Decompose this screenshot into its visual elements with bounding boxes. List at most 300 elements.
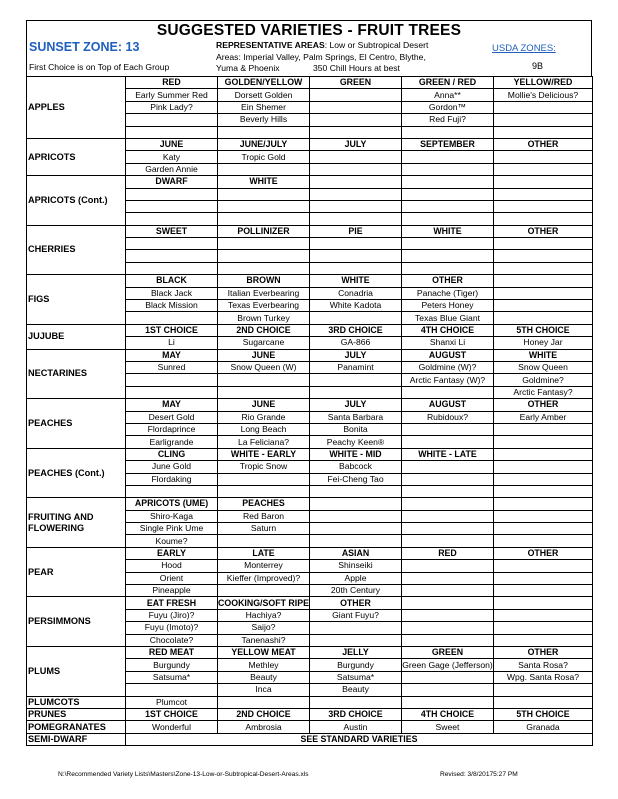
chill-hours: 350 Chill Hours at best: [313, 63, 400, 73]
header-row: [27, 708, 593, 720]
variety-cell: Flordaprince: [126, 423, 218, 435]
header-row: [27, 349, 593, 361]
column-header: JUNE: [218, 399, 310, 411]
column-header: [402, 176, 494, 188]
variety-cell: [310, 213, 402, 225]
variety-cell: Panamint: [310, 361, 402, 373]
variety-cell: [494, 126, 593, 138]
variety-cell: [310, 312, 402, 324]
column-header: WHITE - MID: [310, 448, 402, 460]
variety-cell: [402, 671, 494, 683]
variety-cell: [494, 473, 593, 485]
column-header: OTHER: [402, 275, 494, 287]
variety-cell: Honey Jar: [494, 337, 593, 349]
variety-cell: [126, 238, 218, 250]
variety-cell: Tanenashi?: [218, 634, 310, 646]
column-header: [402, 597, 494, 609]
column-header: MAY: [126, 399, 218, 411]
variety-cell: Texas Blue Giant: [402, 312, 494, 324]
variety-cell: Santa Rosa?: [494, 659, 593, 671]
variety-cell: Beverly Hills: [218, 114, 310, 126]
column-header: BROWN: [218, 275, 310, 287]
column-header: GREEN: [310, 77, 402, 89]
variety-cell: Santa Barbara: [310, 411, 402, 423]
header-row: [27, 77, 593, 89]
variety-cell: Long Beach: [218, 423, 310, 435]
usda-zone-value: 9B: [532, 61, 544, 71]
column-header: YELLOW MEAT: [218, 646, 310, 658]
variety-cell: [310, 163, 402, 175]
variety-cell: [402, 238, 494, 250]
fruit-name: PLUMS: [27, 646, 126, 696]
variety-cell: Peters Honey: [402, 300, 494, 312]
variety-cell: [218, 126, 310, 138]
variety-cell: [310, 510, 402, 522]
fruit-name: APPLES: [27, 77, 126, 139]
header-row: [27, 448, 593, 460]
variety-cell: Saijo?: [218, 622, 310, 634]
footer-revised: Revised: 3/8/20175:27 PM: [440, 771, 518, 778]
variety-cell: Ein Shemer: [218, 101, 310, 113]
column-header: [310, 498, 402, 510]
variety-cell: [126, 250, 218, 262]
rep-text-1: : Low or Subtropical Desert: [324, 40, 429, 50]
column-header: OTHER: [494, 225, 593, 237]
variety-cell: [310, 238, 402, 250]
variety-cell: Panache (Tiger): [402, 287, 494, 299]
variety-cell: [494, 485, 593, 497]
variety-cell: [494, 114, 593, 126]
variety-cell: Hachiya?: [218, 609, 310, 621]
variety-cell: [402, 188, 494, 200]
column-header: RED MEAT: [126, 646, 218, 658]
variety-cell: Conadria: [310, 287, 402, 299]
variety-cell: Pink Lady?: [126, 101, 218, 113]
variety-cell: [402, 436, 494, 448]
variety-cell: La Feliciana?: [218, 436, 310, 448]
fruit-name: PERSIMMONS: [27, 597, 126, 647]
variety-cell: [402, 535, 494, 547]
header-row: [27, 138, 593, 150]
variety-cell: [310, 374, 402, 386]
variety-cell: Earligrande: [126, 436, 218, 448]
variety-cell: Fuyu (Jiro)?: [126, 609, 218, 621]
column-header: SWEET: [126, 225, 218, 237]
variety-cell: Giant Fuyu?: [310, 609, 402, 621]
variety-cell: [402, 213, 494, 225]
variety-cell: Sugarcane: [218, 337, 310, 349]
variety-cell: [126, 312, 218, 324]
column-header: [402, 498, 494, 510]
variety-cell: Chocolate?: [126, 634, 218, 646]
variety-cell: [218, 374, 310, 386]
variety-cell: [218, 473, 310, 485]
header-row: [27, 547, 593, 559]
variety-cell: [310, 523, 402, 535]
variety-cell: [494, 523, 593, 535]
header-row: [27, 498, 593, 510]
variety-cell: [402, 151, 494, 163]
column-header: 4TH CHOICE: [402, 324, 494, 336]
variety-cell: [218, 213, 310, 225]
variety-cell: Red Baron: [218, 510, 310, 522]
variety-cell: [402, 572, 494, 584]
fruit-name: PLUMCOTS: [27, 696, 126, 708]
variety-cell: [402, 560, 494, 572]
variety-cell: Satsuma*: [310, 671, 402, 683]
table-row: [27, 733, 593, 745]
footer-path: N:\Recommended Variety Lists\Masters\Zone-13-Low-or-Subtropical-Desert-Areas.xls: [58, 771, 309, 778]
variety-cell: [494, 151, 593, 163]
variety-cell: Beauty: [218, 671, 310, 683]
variety-cell: [310, 89, 402, 101]
fruit-name: FIGS: [27, 275, 126, 325]
variety-cell: Apple: [310, 572, 402, 584]
rep-text-3: Yuma & Phoenix: [216, 63, 280, 73]
variety-cell: Desert Gold: [126, 411, 218, 423]
page-title: SUGGESTED VARIETIES - FRUIT TREES: [156, 22, 462, 39]
column-header: [494, 176, 593, 188]
variety-cell: [310, 114, 402, 126]
variety-cell: [126, 126, 218, 138]
variety-cell: Fei-Cheng Tao: [310, 473, 402, 485]
variety-cell: [494, 535, 593, 547]
variety-cell: [494, 572, 593, 584]
variety-cell: Snow Queen: [494, 361, 593, 373]
column-header: 5TH CHOICE: [494, 708, 593, 720]
column-header: GREEN / RED: [402, 77, 494, 89]
header-row: [27, 275, 593, 287]
variety-cell: Mollie's Delicious?: [494, 89, 593, 101]
variety-cell: Wonderful: [126, 721, 218, 733]
variety-cell: [494, 461, 593, 473]
column-header: GREEN: [402, 646, 494, 658]
column-header: DWARF: [126, 176, 218, 188]
column-header: WHITE: [494, 349, 593, 361]
variety-cell: Black Mission: [126, 300, 218, 312]
variety-cell: [126, 684, 218, 696]
variety-cell: Arctic Fantasy?: [494, 386, 593, 398]
variety-cell: Kieffer (Improved)?: [218, 572, 310, 584]
column-header: PEACHES: [218, 498, 310, 510]
variety-cell: Ambrosia: [218, 721, 310, 733]
variety-cell: [310, 126, 402, 138]
fruit-name: CHERRIES: [27, 225, 126, 275]
variety-cell: [402, 250, 494, 262]
variety-cell: [218, 188, 310, 200]
variety-cell: [402, 423, 494, 435]
variety-cell: Italian Everbearing: [218, 287, 310, 299]
variety-cell: [402, 386, 494, 398]
header-row: [27, 399, 593, 411]
variety-cell: [402, 523, 494, 535]
header-row: [27, 176, 593, 188]
variety-cell: [310, 535, 402, 547]
fruit-name: POMEGRANATES: [27, 721, 126, 733]
fruit-name: SEMI-DWARF: [27, 733, 126, 745]
variety-cell: Dorsett Golden: [218, 89, 310, 101]
variety-cell: [310, 485, 402, 497]
variety-cell: [402, 485, 494, 497]
variety-cell: [494, 200, 593, 212]
table-row: [27, 696, 593, 708]
column-header: LATE: [218, 547, 310, 559]
variety-cell: [218, 696, 310, 708]
fruit-name: NECTARINES: [27, 349, 126, 399]
variety-cell: [126, 485, 218, 497]
variety-cell: [310, 262, 402, 274]
variety-cell: [310, 250, 402, 262]
variety-cell: Black Jack: [126, 287, 218, 299]
variety-cell: [402, 473, 494, 485]
variety-cell: [494, 510, 593, 522]
variety-cell: [494, 684, 593, 696]
variety-cell: Fuyu (Imoto)?: [126, 622, 218, 634]
variety-cell: 20th Century: [310, 585, 402, 597]
variety-cell: Saturn: [218, 523, 310, 535]
column-header: SEPTEMBER: [402, 138, 494, 150]
variety-cell: [402, 163, 494, 175]
variety-cell: Goldmine (W)?: [402, 361, 494, 373]
usda-zones-link[interactable]: USDA ZONES:: [492, 43, 556, 54]
variety-cell: Shiro-Kaga: [126, 510, 218, 522]
column-header: [494, 448, 593, 460]
variety-cell: [494, 609, 593, 621]
variety-cell: [494, 312, 593, 324]
variety-cell: Rubidoux?: [402, 411, 494, 423]
variety-cell: Pineapple: [126, 585, 218, 597]
fruit-name: PEACHES: [27, 399, 126, 449]
variety-cell: [402, 262, 494, 274]
variety-cell: Burgundy: [126, 659, 218, 671]
column-header: WHITE - LATE: [402, 448, 494, 460]
column-header: RED: [126, 77, 218, 89]
column-header: OTHER: [494, 547, 593, 559]
variety-cell: [218, 535, 310, 547]
column-header: EAT FRESH: [126, 597, 218, 609]
variety-cell: June Gold: [126, 461, 218, 473]
column-header: POLLINIZER: [218, 225, 310, 237]
variety-cell: Shinseiki: [310, 560, 402, 572]
variety-cell: Burgundy: [310, 659, 402, 671]
rep-text-2: Areas: Imperial Valley, Palm Springs, El Centro, Blythe,: [216, 51, 426, 62]
column-header: 5TH CHOICE: [494, 324, 593, 336]
variety-cell: Single Pink Ume: [126, 523, 218, 535]
variety-cell: [494, 238, 593, 250]
column-header: WHITE: [310, 275, 402, 287]
variety-cell: Wpg. Santa Rosa?: [494, 671, 593, 683]
variety-cell: Garden Annie: [126, 163, 218, 175]
column-header: JELLY: [310, 646, 402, 658]
variety-cell: [402, 622, 494, 634]
variety-cell: Goldmine?: [494, 374, 593, 386]
column-header: JULY: [310, 138, 402, 150]
variety-cell: [126, 262, 218, 274]
variety-cell: [494, 560, 593, 572]
variety-cell: [126, 200, 218, 212]
variety-cell: White Kadota: [310, 300, 402, 312]
header-row: [27, 646, 593, 658]
column-header: 1ST CHOICE: [126, 324, 218, 336]
variety-cell: [494, 300, 593, 312]
variety-cell: [218, 163, 310, 175]
fruit-name: PEACHES (Cont.): [27, 448, 126, 498]
variety-cell: [494, 423, 593, 435]
column-header: WHITE - EARLY: [218, 448, 310, 460]
fruit-name: JUJUBE: [27, 324, 126, 349]
column-header: COOKING/SOFT RIPE: [218, 597, 309, 608]
variety-cell: Green Gage (Jefferson): [402, 659, 493, 670]
variety-cell: [402, 510, 494, 522]
column-header: [494, 498, 593, 510]
variety-cell: [218, 200, 310, 212]
variety-cell: Katy: [126, 151, 218, 163]
variety-cell: [494, 213, 593, 225]
variety-cell: [218, 262, 310, 274]
variety-cell: [126, 213, 218, 225]
variety-cell: [218, 585, 310, 597]
variety-cell: Sweet: [402, 721, 494, 733]
variety-cell: [218, 250, 310, 262]
column-header: WHITE: [402, 225, 494, 237]
variety-cell: Peachy Keen®: [310, 436, 402, 448]
variety-cell: [402, 461, 494, 473]
column-header: WHITE: [218, 176, 310, 188]
column-header: 3RD CHOICE: [310, 324, 402, 336]
variety-cell: Shanxi Li: [402, 337, 494, 349]
variety-cell: [126, 114, 218, 126]
column-header: 4TH CHOICE: [402, 708, 494, 720]
variety-cell: [494, 188, 593, 200]
column-header: OTHER: [494, 138, 593, 150]
column-header: BLACK: [126, 275, 218, 287]
column-header: OTHER: [310, 597, 402, 609]
variety-cell: Texas Everbearing: [218, 300, 310, 312]
table-row: [27, 721, 593, 733]
variety-cell: [402, 696, 494, 708]
variety-cell: [402, 634, 494, 646]
variety-sheet: [26, 20, 592, 746]
column-header: JULY: [310, 399, 402, 411]
variety-cell: Inca: [218, 684, 310, 696]
variety-cell: [402, 684, 494, 696]
variety-cell: Tropic Snow: [218, 461, 310, 473]
variety-cell: Beauty: [310, 684, 402, 696]
variety-cell: [494, 262, 593, 274]
variety-cell: [126, 374, 218, 386]
column-header: JULY: [310, 349, 402, 361]
variety-cell: [218, 238, 310, 250]
variety-cell: Monterrey: [218, 560, 310, 572]
column-header: JUNE: [218, 349, 310, 361]
variety-cell: Hood: [126, 560, 218, 572]
variety-cell: Babcock: [310, 461, 402, 473]
variety-cell: Koume?: [126, 535, 218, 547]
sheet-header: [26, 20, 592, 76]
column-header: OTHER: [494, 399, 593, 411]
variety-cell: Granada: [494, 721, 593, 733]
variety-cell: Rio Grande: [218, 411, 310, 423]
variety-cell: Anna**: [402, 89, 494, 101]
column-header: 1ST CHOICE: [126, 708, 218, 720]
variety-cell: Bonita: [310, 423, 402, 435]
column-header: JUNE: [126, 138, 218, 150]
column-header: OTHER: [494, 646, 593, 658]
column-header: PIE: [310, 225, 402, 237]
fruit-name: APRICOTS: [27, 138, 126, 175]
variety-cell: [494, 436, 593, 448]
variety-cell: Austin: [310, 721, 402, 733]
first-choice-note: First Choice is on Top of Each Group: [29, 62, 170, 72]
column-header: [494, 597, 593, 609]
variety-cell: [402, 585, 494, 597]
variety-cell: [494, 634, 593, 646]
variety-cell: [310, 622, 402, 634]
variety-cell: [310, 386, 402, 398]
column-header: 3RD CHOICE: [310, 708, 402, 720]
variety-cell: [126, 386, 218, 398]
column-header: [310, 176, 402, 188]
variety-cell: [310, 200, 402, 212]
variety-cell: [310, 101, 402, 113]
variety-cell: [310, 634, 402, 646]
variety-cell: [494, 101, 593, 113]
fruit-name: PRUNES: [27, 708, 126, 720]
rep-label: REPRESENTATIVE AREAS: [216, 40, 325, 50]
variety-cell: [494, 250, 593, 262]
variety-cell: [494, 696, 593, 708]
variety-cell: [402, 609, 494, 621]
column-header: 2ND CHOICE: [218, 324, 310, 336]
variety-cell: Red Fuji?: [402, 114, 494, 126]
variety-cell: [494, 163, 593, 175]
see-standard-note: SEE STANDARD VARIETIES: [126, 733, 593, 745]
variety-cell: [310, 151, 402, 163]
variety-cell: Tropic Gold: [218, 151, 310, 163]
column-header: [494, 275, 593, 287]
variety-cell: Early Summer Red: [126, 89, 218, 101]
column-header: JUNE/JULY: [218, 138, 310, 150]
variety-cell: Flordaking: [126, 473, 218, 485]
variety-cell: Gordon™: [402, 101, 494, 113]
column-header: EARLY: [126, 547, 218, 559]
variety-cell: [494, 622, 593, 634]
variety-cell: Plumcot: [126, 696, 218, 708]
column-header: ASIAN: [310, 547, 402, 559]
variety-cell: Methley: [218, 659, 310, 671]
column-header: APRICOTS (UME): [126, 498, 218, 510]
variety-cell: [402, 200, 494, 212]
variety-cell: GA-866: [310, 337, 402, 349]
variety-cell: Orient: [126, 572, 218, 584]
header-row: [27, 225, 593, 237]
variety-cell: [218, 485, 310, 497]
fruit-name: APRICOTS (Cont.): [27, 176, 126, 226]
variety-cell: Snow Queen (W): [218, 361, 310, 373]
header-row: [27, 324, 593, 336]
variety-cell: Arctic Fantasy (W)?: [402, 374, 494, 386]
varieties-table: [26, 76, 593, 746]
variety-cell: Brown Turkey: [218, 312, 310, 324]
column-header: YELLOW/RED: [494, 77, 593, 89]
header-row: [27, 597, 593, 609]
variety-cell: [494, 287, 593, 299]
column-header: AUGUST: [402, 399, 494, 411]
variety-cell: Sunred: [126, 361, 218, 373]
column-header: MAY: [126, 349, 218, 361]
column-header: GOLDEN/YELLOW: [218, 77, 310, 89]
variety-cell: Early Amber: [494, 411, 593, 423]
